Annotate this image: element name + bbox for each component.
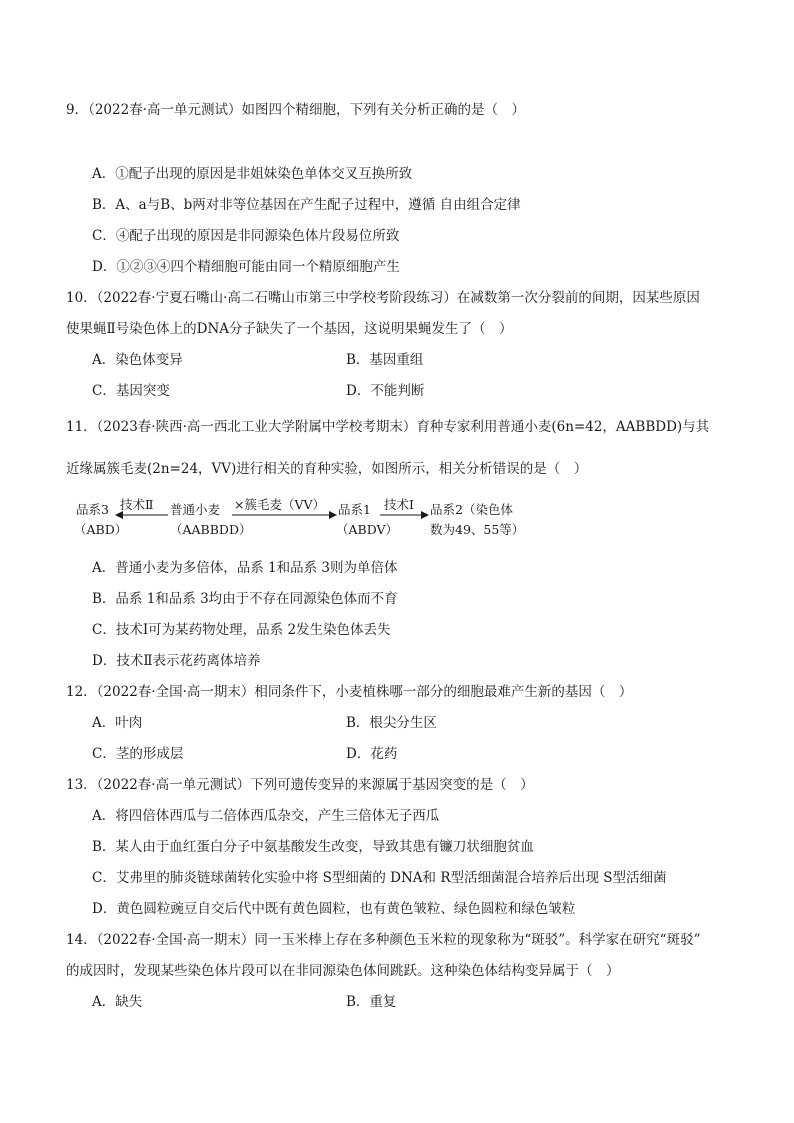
question-12-option-b[interactable]: B．根尖分生区 [346, 715, 437, 731]
question-11-stem-line-2: 近缘属簇毛麦(2n=24，VV)进行相关的育种实验，如图所示，相关分析错误的是（ ） [66, 461, 588, 477]
line3-label: 品系3 [76, 502, 109, 517]
question-13-option-a[interactable]: A．将四倍体西瓜与二倍体西瓜杂交，产生三倍体无子西瓜 [92, 808, 440, 824]
question-9-option-d[interactable]: D．①②③④四个精细胞可能由同一个精原细胞产生 [92, 259, 400, 275]
question-10-stem-line-2: 使果蝇Ⅱ号染色体上的DNA分子缺失了一个基因，这说明果蝇发生了（ ） [66, 321, 513, 337]
question-9-option-c[interactable]: C．④配子出现的原因是非同源染色体片段易位所致 [92, 228, 400, 244]
tech2-label: 技术Ⅱ [120, 497, 154, 512]
question-9-stem: 9．（2022春·高一单元测试）如图四个精细胞，下列有关分析正确的是（ ） [66, 102, 525, 118]
question-10-stem-line-1: 10．（2022春·宁夏石嘴山·高二石嘴山市第三中学校考阶段练习）在减数第一次分裂前的间期，因某些原因 [66, 290, 700, 306]
tech1-label: 技术Ⅰ [384, 497, 414, 512]
question-14-stem-line-1: 14．（2022春·全国·高一期末）同一玉米棒上存在多种颜色玉米粒的现象称为“斑驳”。科学家在研究“斑驳” [66, 932, 701, 948]
wheat-label: 普通小麦 [170, 502, 221, 517]
line2-label: 品系2（染色体 [430, 502, 513, 517]
question-14-option-b[interactable]: B．重复 [346, 994, 397, 1010]
question-14-option-a[interactable]: A．缺失 [92, 994, 143, 1010]
question-11-stem-line-1: 11．（2023春·陕西·高一西北工业大学附属中学校考期末）育种专家利用普通小麦(6n=42，AABBDD)与其 [66, 419, 710, 435]
question-10-option-d[interactable]: D．不能判断 [346, 383, 425, 399]
question-11-option-d[interactable]: D．技术Ⅱ表示花药离体培养 [92, 653, 261, 669]
line3-genome: （ABD） [74, 522, 128, 537]
question-10-option-b[interactable]: B．基因重组 [346, 352, 424, 368]
question-10-option-a[interactable]: A．染色体变异 [92, 352, 183, 368]
question-14-stem-line-2: 的成因时，发现某些染色体片段可以在非同源染色体间跳跃。这种染色体结构变异属于（ ） [66, 963, 620, 979]
question-13-stem: 13．（2022春·高一单元测试）下列可遗传变异的来源属于基因突变的是（ ） [66, 777, 534, 793]
line1-label: 品系1 [338, 502, 371, 517]
cross-label: ×簇毛麦（VV） [234, 497, 326, 512]
question-11-option-b[interactable]: B．品系 1和品系 3均由于不存在同源染色体而不育 [92, 591, 398, 607]
question-12-stem: 12．（2022春·全国·高一期末）相同条件下，小麦植株哪一部分的细胞最难产生新的基因（ ） [66, 684, 633, 700]
question-11-option-c[interactable]: C．技术Ⅰ可为某药物处理，品系 2发生染色体丢失 [92, 622, 391, 638]
line1-genome: （ABDV） [336, 522, 399, 537]
question-12-option-d[interactable]: D．花药 [346, 746, 398, 762]
line2-label-line-2: 数为49、55等） [430, 522, 525, 537]
question-11-option-a[interactable]: A．普通小麦为多倍体，品系 1和品系 3则为单倍体 [92, 560, 398, 576]
question-10-option-c[interactable]: C．基因突变 [92, 383, 170, 399]
question-13-option-c[interactable]: C．艾弗里的肺炎链球菌转化实验中将 S型细菌的 DNA和 R型活细菌混合培养后出现 S型活细菌 [92, 870, 667, 886]
wheat-genome: （AABBDD） [170, 522, 252, 537]
question-9-option-b[interactable]: B．A、a与B、b两对非等位基因在产生配子过程中，遵循 自由组合定律 [92, 197, 521, 213]
question-13-option-b[interactable]: B．某人由于血红蛋白分子中氨基酸发生改变，导致其患有镰刀状细胞贫血 [92, 839, 534, 855]
question-13-option-d[interactable]: D．黄色圆粒豌豆自交后代中既有黄色圆粒，也有黄色皱粒、绿色圆粒和绿色皱粒 [92, 901, 576, 917]
question-9-option-a[interactable]: A．①配子出现的原因是非姐妹染色单体交叉互换所致 [92, 166, 413, 182]
question-12-option-a[interactable]: A．叶肉 [92, 715, 143, 731]
question-12-option-c[interactable]: C．茎的形成层 [92, 746, 184, 762]
breeding-diagram [74, 496, 544, 542]
